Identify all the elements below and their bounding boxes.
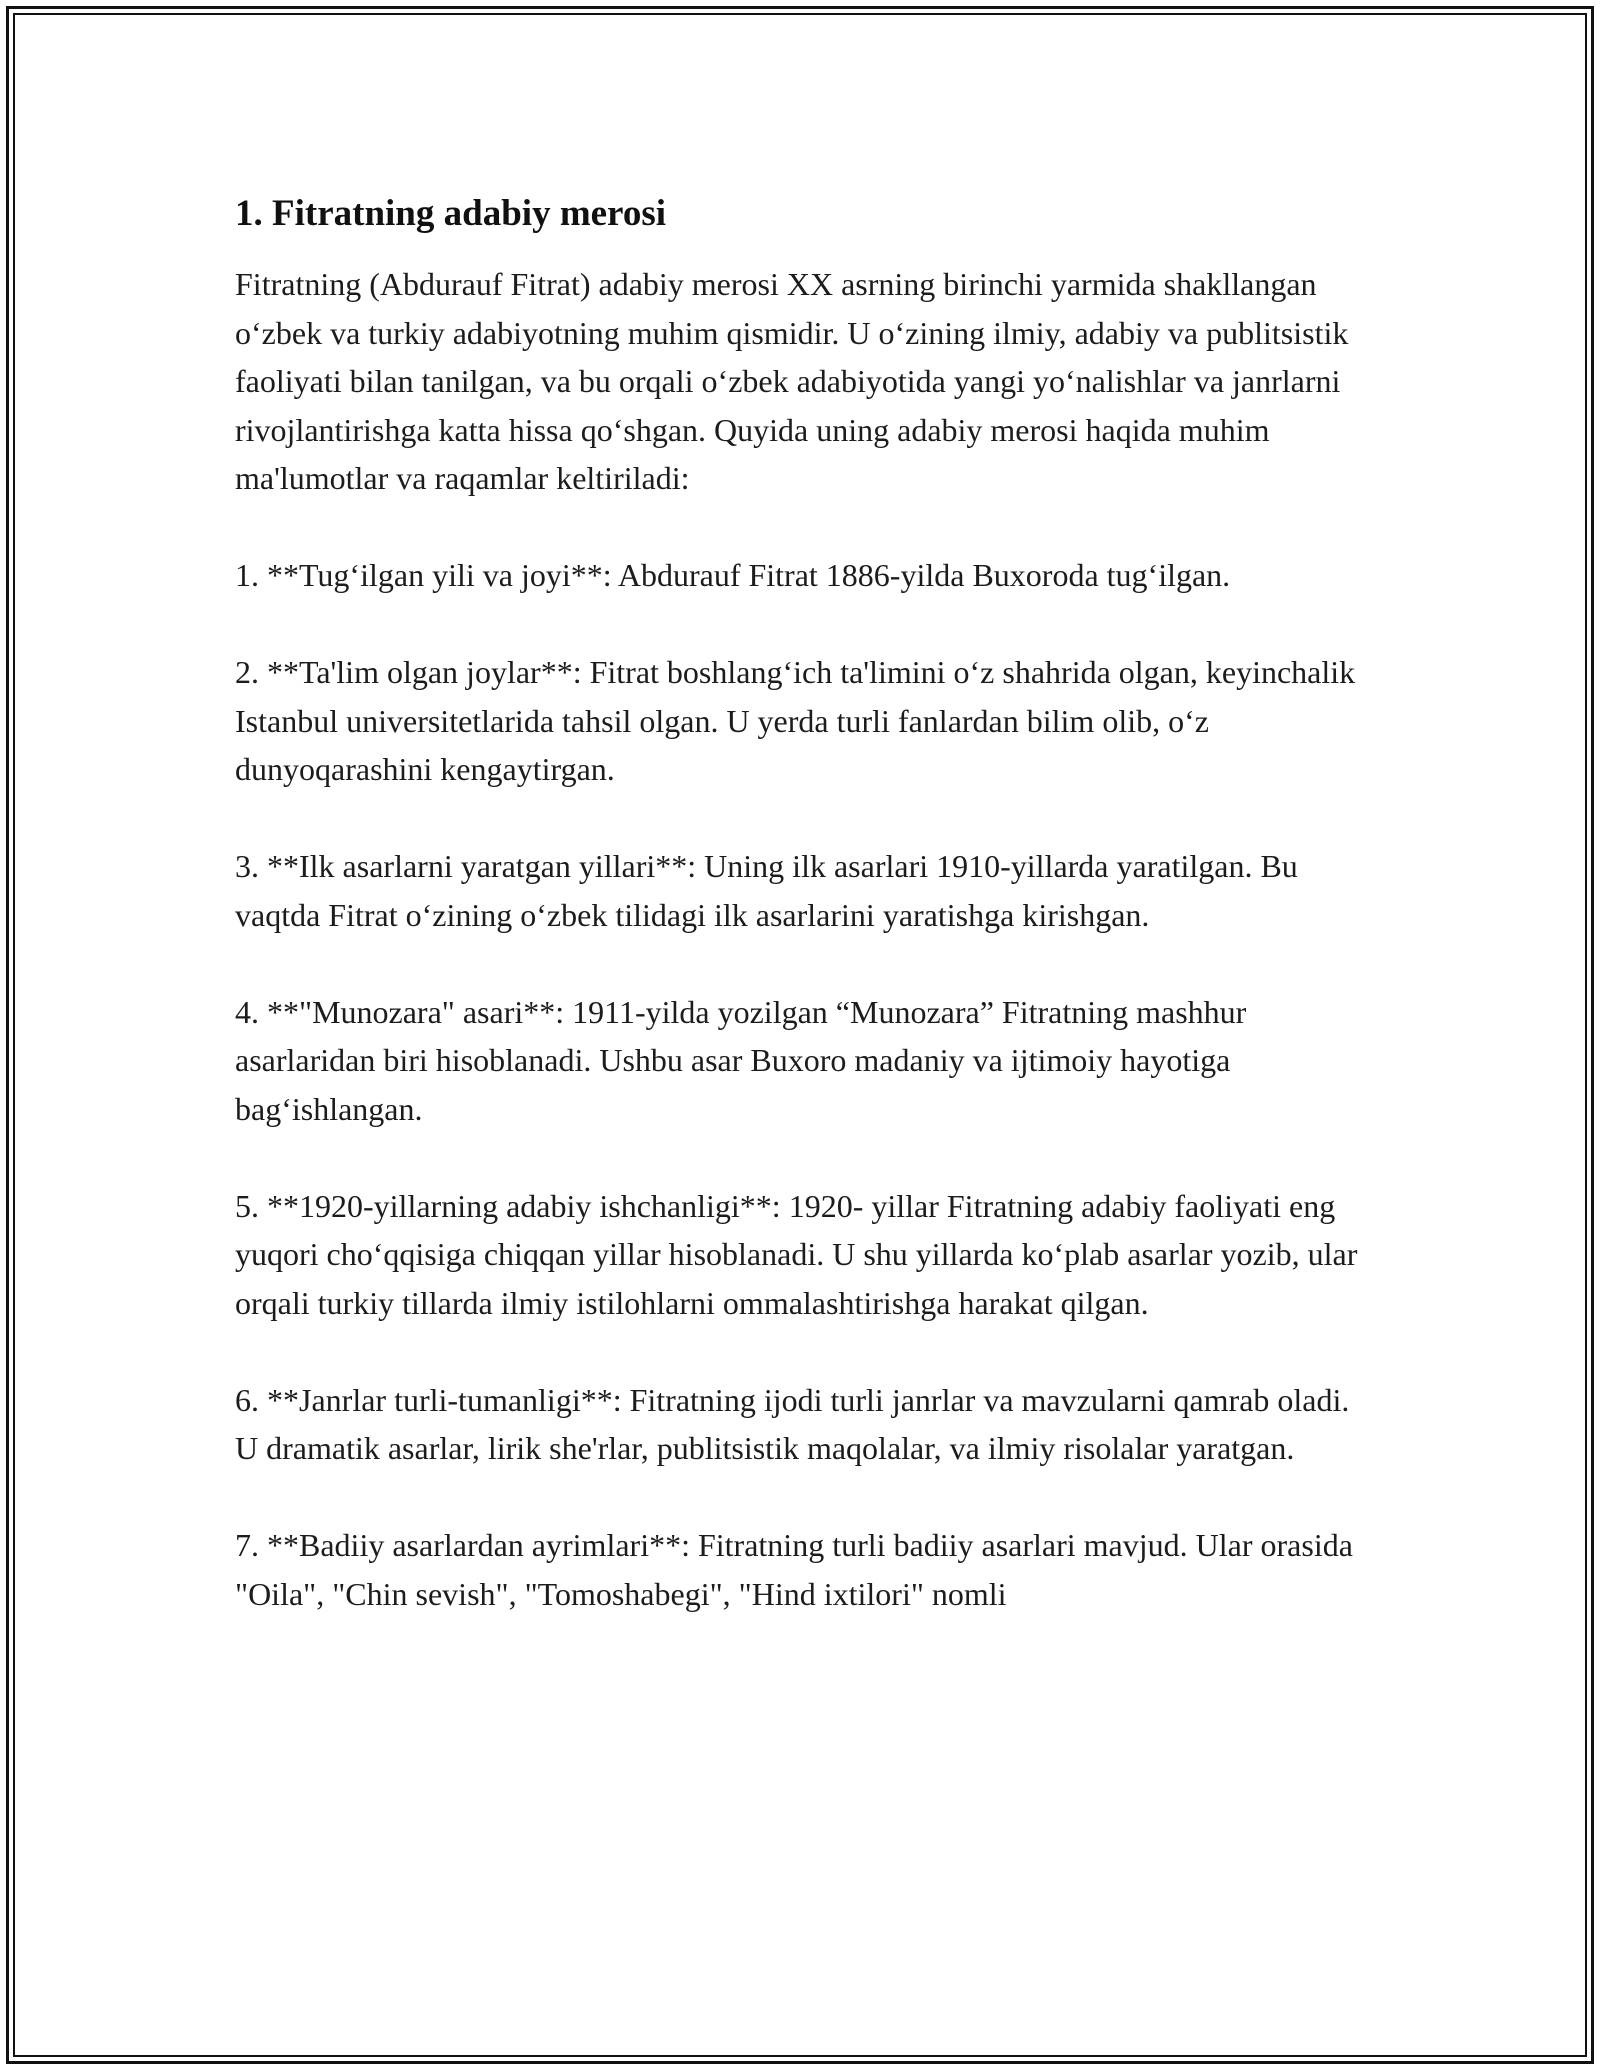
list-item-education: 2. **Ta'lim olgan joylar**: Fitrat boshlang‘ich ta'limini o‘z shahrida olgan, keyinchalik Istanbul universitetlarida tahsil olgan. U yerda turli fanlardan bilim olib, o‘z dunyoqarashini kengaytirgan. [235,654,1356,787]
list-item-1920s: 5. **1920-yillarning adabiy ishchanligi**: 1920- yillar Fitratning adabiy faoliyati eng yuqori cho‘qqisiga chiqqan yillar hisoblanadi. U shu yillarda ko‘plab asarlar yozib, ular orqali turkiy tillarda ilmiy istilohlarni ommalashtirishga harakat qilgan. [235,1187,1358,1321]
intro-paragraph: Fitratning (Abdurauf Fitrat) adabiy merosi XX asrning birinchi yarmida shakllangan o‘zbek va turkiy adabiyotning muhim qismidir. U o‘zining ilmiy, adabiy va publitsistik faoliyati bilan tanilgan, va bu orqali o‘zbek adabiyotida yangi yo‘nalishlar va janrlarni rivojlantirishga katta hissa qo‘shgan. Quyida uning adabiy merosi haqida muhim ma'lumotlar va raqamlar keltiriladi: [235,266,1349,496]
list-item-munozara: 4. **"Munozara" asari**: 1911-yilda yozilgan “Munozara” Fitratning mashhur asarlaridan biri hisoblanadi. Ushbu asar Buxoro madaniy va ijtimoiy hayotiga bag‘ishlangan. [235,993,1247,1127]
list-item-first-works: 3. **Ilk asarlarni yaratgan yillari**: Uning ilk asarlari 1910-yillarda yaratilgan. Bu vaqtda Fitrat o‘zining o‘zbek tilidagi ilk asarlarini yaratishga kirishgan. [235,848,1298,933]
section-heading: 1. Fitratning adabiy merosi [235,193,666,234]
list-item-genres: 6. **Janrlar turli-tumanligi**: Fitratning ijodi turli janrlar va mavzularni qamrab oladi. U dramatik asarlar, lirik she'rlar, publitsistik maqolalar, va ilmiy risolalar yaratgan. [235,1381,1350,1466]
list-item-literary-works: 7. **Badiiy asarlardan ayrimlari**: Fitratning turli badiiy asarlari mavjud. Ular orasida "Oila", "Chin sevish", "Tomoshabegi", "Hind ixtilori" nomli [235,1527,1353,1612]
list-item-birth: 1. **Tug‘ilgan yili va joyi**: Abdurauf Fitrat 1886-yilda Buxoroda tug‘ilgan. [235,557,1231,593]
document-body [235,190,1365,1618]
